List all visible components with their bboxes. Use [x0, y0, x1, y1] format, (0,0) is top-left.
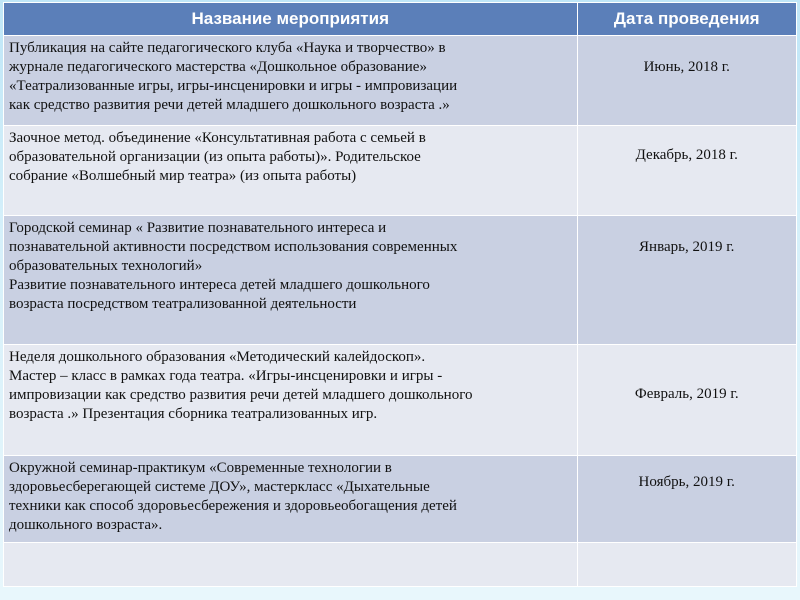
- table-row: [4, 543, 796, 586]
- event-date-cell: Ноябрь, 2019 г.: [577, 456, 796, 543]
- event-name-cell: Заочное метод. объединение «Консультативная работа с семьей в образовательной организации (из опыта работы)». Родительское собрание «Волшебный мир театра» (из опыта работы): [4, 126, 577, 216]
- event-date-cell: Июнь, 2018 г.: [577, 36, 796, 126]
- events-table: [4, 3, 796, 586]
- event-date-cell: Январь, 2019 г.: [577, 216, 796, 345]
- table-row: [4, 456, 796, 543]
- event-date-cell: Февраль, 2019 г.: [577, 345, 796, 456]
- table-header-row: [4, 3, 796, 36]
- event-date-cell: [577, 543, 796, 586]
- table-row: [4, 216, 796, 345]
- events-table-frame: [3, 2, 797, 587]
- column-header-date: Дата проведения: [577, 3, 796, 36]
- event-name-cell: Городской семинар « Развитие познавательного интереса и познавательной активности посредством использования современных образовательных технологий» Развитие познавательного интереса детей младшего дошкольного возраста посредством театрализованной деятельности: [4, 216, 577, 345]
- table-row: [4, 36, 796, 126]
- table-row: [4, 345, 796, 456]
- event-name-cell: Публикация на сайте педагогического клуба «Наука и творчество» в журнале педагогического мастерства «Дошкольное образование» «Театрализованные игры, игры-инсценировки и игры - импровизации как средство развития речи детей младшего дошкольного возраста .»: [4, 36, 577, 126]
- event-name-cell: [4, 543, 577, 586]
- event-name-cell: Окружной семинар-практикум «Современные технологии в здоровьесберегающей системе ДОУ», мастеркласс «Дыхательные техники как способ здоровьесбережения и здоровьеобогащения детей дошкольного возраста».: [4, 456, 577, 543]
- table-row: [4, 126, 796, 216]
- event-name-cell: Неделя дошкольного образования «Методический калейдоскоп». Мастер – класс в рамках года театра. «Игры-инсценировки и игры - импровизации как средство развития речи детей младшего дошкольного возраста .» Презентация сборника театрализованных игр.: [4, 345, 577, 456]
- column-header-name: Название мероприятия: [4, 3, 577, 36]
- event-date-cell: Декабрь, 2018 г.: [577, 126, 796, 216]
